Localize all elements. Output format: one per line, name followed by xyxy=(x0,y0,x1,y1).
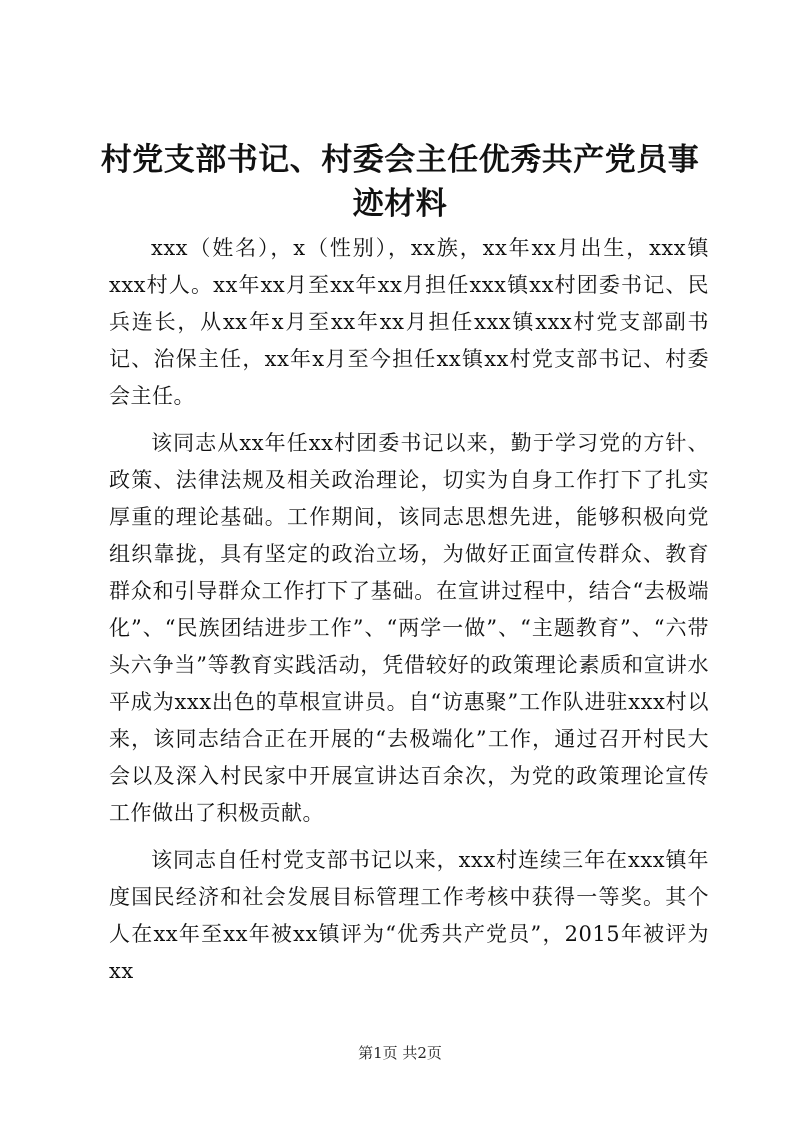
paragraph-study-and-propaganda: 该同志从xx年任xx村团委书记以来，勤于学习党的方针、政策、法律法规及相关政治理论，切实为自身工作打下了扎实厚重的理论基础。工作期间，该同志思想先进，能够积极向党组织靠拢，具有坚定的政治立场，为做好正面宣传群众、教育群众和引导群众工作打下了基础。在宣讲过程中，结合“去极端化”、“民族团结进步工作”、“两学一做”、“主题教育”、“六带头六争当”等教育实践活动，凭借较好的政策理论素质和宣讲水平成为xxx出色的草根宣讲员。自“访惠聚”工作队进驻xxx村以来，该同志结合正在开展的“去极端化”工作，通过召开村民大会以及深入村民家中开展宣讲达百余次，为党的政策理论宣传工作做出了积极贡献。 xyxy=(109,431,709,825)
paragraph-biography: xxx（姓名），x（性别），xx族，xx年xx月出生，xxx镇xxx村人。xx年xx月至xx年xx月担任xxx镇xx村团委书记、民兵连长，从xx年x月至xx年xx月担任xxx镇xxx村党支部副书记、治保主任，xx年x月至今担任xx镇xx村党支部书记、村委会主任。 xyxy=(109,236,709,408)
document-body xyxy=(109,230,709,1000)
document-title: 村党支部书记、村委会主任优秀共产党员事迹材料 xyxy=(100,142,700,222)
page-footer: 第1页 共2页 xyxy=(358,1044,442,1062)
paragraph-achievements: 该同志自任村党支部书记以来，xxx村连续三年在xxx镇年度国民经济和社会发展目标管理工作考核中获得一等奖。其个人在xx年至xx年被xx镇评为“优秀共产党员”，2015年被评为xx xyxy=(109,848,709,983)
